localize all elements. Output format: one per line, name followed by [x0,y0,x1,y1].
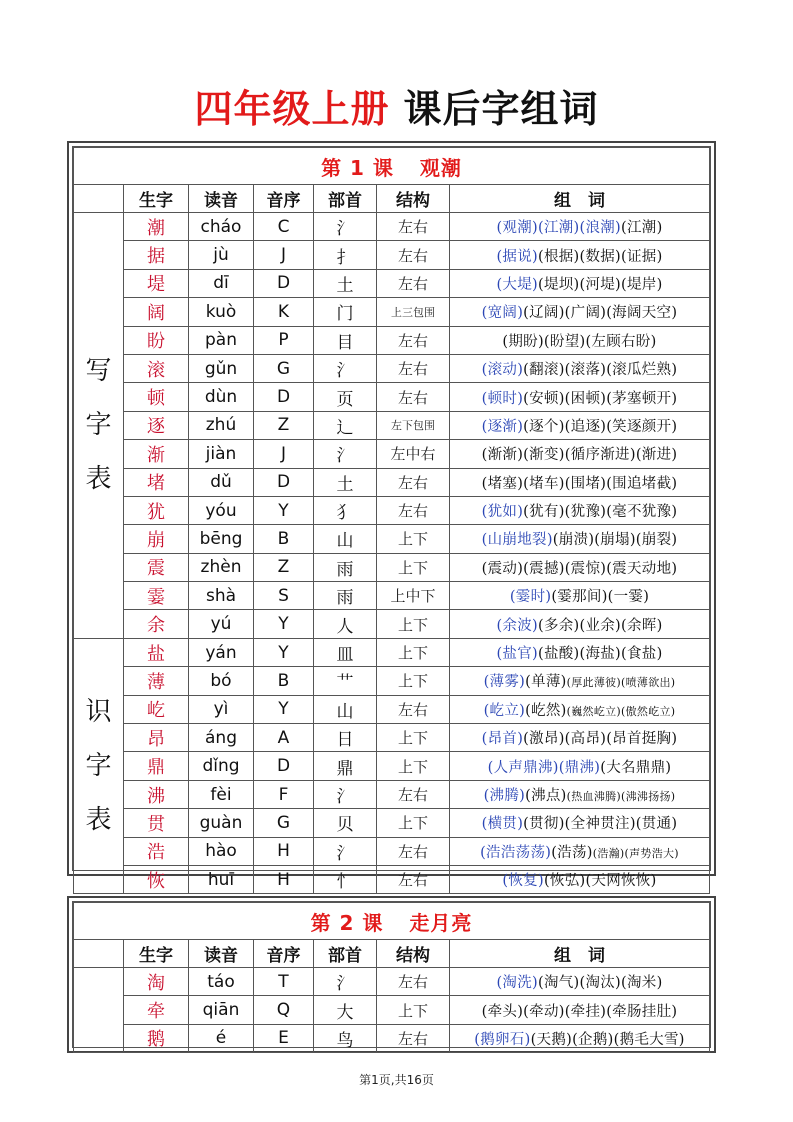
radical-cell: 氵 [314,968,377,996]
pinyin-cell: kuò [189,298,254,326]
word-group: (贯彻)(全神贯注)(贯通) [523,816,678,833]
words-cell [450,553,710,581]
word-group: (宽阔) [481,305,524,322]
structure-cell: 左右 [377,468,450,496]
word-group: (辽阔)(广阔)(海阔天空) [523,305,678,322]
words-cell [450,809,710,837]
table-row [74,241,710,269]
pinyin-cell: é [189,1024,254,1052]
word-group: (淘洗) [496,975,538,992]
char-cell: 盐 [124,638,189,666]
initial-letter-cell: J [254,241,314,269]
initial-letter-cell: G [254,809,314,837]
table-row [74,496,710,524]
structure-cell: 左右 [377,837,450,865]
table-row [74,837,710,865]
table-row [74,354,710,382]
pinyin-cell: huī [189,865,254,893]
column-header-3: 部首 [314,185,377,213]
words-cell [450,968,710,996]
pinyin-cell: zhú [189,411,254,439]
word-group: (观潮)(江潮)(浪潮) [496,220,622,237]
structure-cell: 上三包围 [377,298,450,326]
pinyin-cell: yú [189,610,254,638]
column-header-3: 部首 [314,940,377,968]
column-header-2: 音序 [254,940,314,968]
header-blank [74,185,124,213]
lesson-1-column-headers [74,185,710,213]
word-group: (江潮) [621,220,663,237]
page-footer: 第1页,共16页 [359,1073,434,1087]
pinyin-cell: shà [189,582,254,610]
initial-letter-cell: Y [254,695,314,723]
word-group: (热血沸腾)(沸沸扬扬) [566,790,676,803]
structure-cell: 左右 [377,241,450,269]
word-group: (淘气)(淘汰)(淘米) [537,975,663,992]
char-cell: 昂 [124,724,189,752]
structure-cell: 左右 [377,968,450,996]
char-cell: 贯 [124,809,189,837]
structure-cell: 上下 [377,724,450,752]
lesson-2-title-row [74,903,710,940]
word-group: (堵塞)(堵车)(围堵)(围追堵截) [481,475,678,492]
word-group: (翻滚)(滚落)(滚瓜烂熟) [523,362,678,379]
radical-cell: 氵 [314,440,377,468]
initial-letter-cell: Z [254,411,314,439]
table-row [74,724,710,752]
structure-cell: 上中下 [377,582,450,610]
word-group: (巍然屹立)(傲然屹立) [566,704,676,718]
pinyin-cell: hào [189,837,254,865]
words-cell [450,724,710,752]
word-group: (昂首) [481,731,524,748]
word-group: (屹然) [525,702,567,719]
word-group: (盐官) [496,646,538,663]
word-group: (人声鼎沸)(鼎沸) [487,759,601,776]
word-group: (屹立) [483,702,526,719]
initial-letter-cell: C [254,213,314,241]
word-group: (犹有)(犹豫)(毫不犹豫) [523,504,678,521]
lesson-2-name: 走月亮 [409,910,473,935]
table-row [74,213,710,241]
char-cell: 沸 [124,780,189,808]
char-cell: 滚 [124,354,189,382]
pinyin-cell: gǔn [189,354,254,382]
initial-letter-cell: Y [254,610,314,638]
word-group: (浩荡) [551,844,593,861]
structure-cell: 上下 [377,752,450,780]
pinyin-cell: jù [189,241,254,269]
section-label-1: 识字表 [74,638,124,894]
pinyin-cell: cháo [189,213,254,241]
char-cell: 鹅 [124,1024,189,1052]
char-cell: 堤 [124,269,189,297]
table-row [74,411,710,439]
words-cell [450,269,710,297]
column-header-1: 读音 [189,185,254,213]
word-group: (犹如) [481,504,524,521]
column-header-5: 组 词 [450,940,710,968]
table-row [74,968,710,996]
section-label-0: 写字表 [74,213,124,639]
lesson-2-column-headers [74,940,710,968]
word-group: (逐渐) [481,418,524,435]
pinyin-cell: dī [189,269,254,297]
column-header-2: 音序 [254,185,314,213]
radical-cell: 雨 [314,582,377,610]
column-header-4: 结构 [377,940,450,968]
structure-cell: 左右 [377,354,450,382]
pinyin-cell: fèi [189,780,254,808]
words-cell [450,354,710,382]
word-group: (渐渐)(渐变)(循序渐进)(渐进) [481,447,678,464]
words-cell [450,752,710,780]
page-title-subject: 课后字组词 [403,87,599,131]
words-cell [450,241,710,269]
words-cell [450,440,710,468]
word-group: (多余)(业余)(余晖) [537,617,663,634]
initial-letter-cell: B [254,667,314,695]
pinyin-cell: yóu [189,496,254,524]
initial-letter-cell: K [254,298,314,326]
structure-cell: 左中右 [377,440,450,468]
lesson-1-title-row [74,148,710,185]
char-cell: 盼 [124,326,189,354]
char-cell: 潮 [124,213,189,241]
table-row [74,638,710,666]
word-group: (据说) [496,248,538,265]
radical-cell: 皿 [314,638,377,666]
word-group: (单薄) [525,674,567,691]
initial-letter-cell: S [254,582,314,610]
char-cell: 震 [124,553,189,581]
char-cell: 浩 [124,837,189,865]
initial-letter-cell: Y [254,496,314,524]
radical-cell: 山 [314,525,377,553]
radical-cell: 氵 [314,780,377,808]
table-row [74,996,710,1024]
structure-cell: 左右 [377,269,450,297]
radical-cell: 氵 [314,354,377,382]
radical-cell: 日 [314,724,377,752]
char-cell: 余 [124,610,189,638]
structure-cell: 上下 [377,638,450,666]
initial-letter-cell: Y [254,638,314,666]
pinyin-cell: jiàn [189,440,254,468]
table-row [74,809,710,837]
radical-cell: 氵 [314,213,377,241]
word-group: (天鹅)(企鹅)(鹅毛大雪) [530,1031,685,1048]
table-row [74,440,710,468]
page-title-grade: 四年级上册 [194,87,390,131]
words-cell [450,298,710,326]
table-row [74,553,710,581]
words-cell [450,996,710,1024]
table-row [74,780,710,808]
table-row [74,865,710,893]
word-group: (大名鼎鼎) [600,759,672,776]
initial-letter-cell: H [254,865,314,893]
structure-cell: 左右 [377,865,450,893]
char-cell: 渐 [124,440,189,468]
table-row [74,582,710,610]
pinyin-cell: bó [189,667,254,695]
lesson-1-grid [73,147,710,894]
lesson-2-table [67,896,716,1053]
word-group: (激昂)(高昂)(昂首挺胸) [523,731,678,748]
word-group: (根据)(数据)(证据) [537,248,663,265]
radical-cell: 雨 [314,553,377,581]
radical-cell: 人 [314,610,377,638]
words-cell [450,780,710,808]
lesson-2-grid [73,902,710,1053]
initial-letter-cell: J [254,440,314,468]
words-cell [450,667,710,695]
char-cell: 顿 [124,383,189,411]
radical-cell: 贝 [314,809,377,837]
word-group: (震动)(震撼)(震惊)(震天动地) [481,560,678,577]
lesson-2-number: 第 2 课 [310,910,384,935]
lesson-2-title [74,903,710,940]
pinyin-cell: dùn [189,383,254,411]
words-cell [450,582,710,610]
structure-cell: 左右 [377,496,450,524]
initial-letter-cell: P [254,326,314,354]
table-row [74,269,710,297]
word-group: (大堤) [496,276,538,293]
table-row [74,468,710,496]
lesson-1-title [74,148,710,185]
char-cell: 薄 [124,667,189,695]
radical-cell: 鼎 [314,752,377,780]
word-group: (滚动) [481,362,524,379]
pinyin-cell: áng [189,724,254,752]
word-group: (沸点) [525,788,567,804]
initial-letter-cell: B [254,525,314,553]
word-group: (山崩地裂) [481,532,553,549]
initial-letter-cell: Z [254,553,314,581]
pinyin-cell: táo [189,968,254,996]
radical-cell: 山 [314,695,377,723]
words-cell [450,496,710,524]
initial-letter-cell: D [254,468,314,496]
char-cell: 淘 [124,968,189,996]
radical-cell: 土 [314,468,377,496]
word-group: (安顿)(困顿)(茅塞顿开) [523,390,678,407]
word-group: (霎那间)(一霎) [551,589,650,606]
structure-cell: 上下 [377,525,450,553]
initial-letter-cell: A [254,724,314,752]
radical-cell: 犭 [314,496,377,524]
words-cell [450,837,710,865]
word-group: (恢复) [502,873,544,890]
char-cell: 鼎 [124,752,189,780]
header-blank [74,940,124,968]
pinyin-cell: yì [189,695,254,723]
table-row [74,667,710,695]
lesson-1-number: 第 1 课 [321,155,394,180]
initial-letter-cell: H [254,837,314,865]
initial-letter-cell: G [254,354,314,382]
column-header-4: 结构 [377,185,450,213]
pinyin-cell: pàn [189,326,254,354]
initial-letter-cell: F [254,780,314,808]
char-cell: 恢 [124,865,189,893]
column-header-0: 生字 [124,940,189,968]
radical-cell: 门 [314,298,377,326]
words-cell [450,638,710,666]
word-group: (余波) [496,617,538,634]
structure-cell: 上下 [377,610,450,638]
char-cell: 犹 [124,496,189,524]
structure-cell: 左下包围 [377,411,450,439]
word-group: (沸腾) [483,788,526,804]
word-group: (盐酸)(海盐)(食盐) [537,646,663,663]
char-cell: 逐 [124,411,189,439]
radical-cell: 目 [314,326,377,354]
words-cell [450,383,710,411]
page-title [0,78,793,133]
radical-cell: 氵 [314,837,377,865]
initial-letter-cell: D [254,269,314,297]
table-row [74,610,710,638]
lesson-1-name: 观潮 [419,155,462,180]
word-group: (薄雾) [483,674,526,691]
words-cell [450,865,710,893]
char-cell: 据 [124,241,189,269]
words-cell [450,213,710,241]
word-group: (浩浩荡荡) [480,844,552,861]
word-group: (鹅卵石) [474,1031,531,1048]
structure-cell: 左右 [377,326,450,354]
structure-cell: 上下 [377,667,450,695]
column-header-5: 组 词 [450,185,710,213]
radical-cell: 鸟 [314,1024,377,1052]
word-group: (浩瀚)(声势浩大) [592,846,679,860]
initial-letter-cell: E [254,1024,314,1052]
word-group: (厚此薄彼)(喷薄欲出) [566,676,676,690]
lesson-1-table [67,141,716,893]
initial-letter-cell: D [254,383,314,411]
words-cell [450,1024,710,1052]
table-row [74,1024,710,1052]
char-cell: 牵 [124,996,189,1024]
pinyin-cell: dǐng [189,752,254,780]
structure-cell: 左右 [377,1024,450,1052]
char-cell: 崩 [124,525,189,553]
char-cell: 阔 [124,298,189,326]
word-group: (牵头)(牵动)(牵挂)(牵肠挂肚) [481,1003,678,1020]
radical-cell: 扌 [314,241,377,269]
pinyin-cell: yán [189,638,254,666]
pinyin-cell: guàn [189,809,254,837]
pinyin-cell: qiān [189,996,254,1024]
word-group: (恢弘)(天网恢恢) [543,873,657,890]
words-cell [450,610,710,638]
pinyin-cell: zhèn [189,553,254,581]
radical-cell: 土 [314,269,377,297]
word-group: (霎时) [509,589,552,606]
pinyin-cell: bēng [189,525,254,553]
structure-cell: 左右 [377,213,450,241]
section-label-blank [74,968,124,1053]
words-cell [450,326,710,354]
pinyin-cell: dǔ [189,468,254,496]
structure-cell: 上下 [377,809,450,837]
initial-letter-cell: T [254,968,314,996]
initial-letter-cell: D [254,752,314,780]
word-group: (期盼)(盼望)(左顾右盼) [502,333,657,350]
structure-cell: 上下 [377,996,450,1024]
word-group: (横贯) [481,816,524,833]
radical-cell: 忄 [314,865,377,893]
char-cell: 堵 [124,468,189,496]
word-group: (顿时) [481,390,524,407]
radical-cell: 页 [314,383,377,411]
structure-cell: 上下 [377,553,450,581]
word-group: (逐个)(追逐)(笑逐颜开) [523,418,678,435]
radical-cell: 艹 [314,667,377,695]
word-group: (堤坝)(河堤)(堤岸) [537,276,663,293]
initial-letter-cell: Q [254,996,314,1024]
words-cell [450,695,710,723]
char-cell: 霎 [124,582,189,610]
table-row [74,752,710,780]
table-row [74,326,710,354]
column-header-1: 读音 [189,940,254,968]
char-cell: 屹 [124,695,189,723]
column-header-0: 生字 [124,185,189,213]
radical-cell: 大 [314,996,377,1024]
table-row [74,298,710,326]
structure-cell: 左右 [377,383,450,411]
structure-cell: 左右 [377,780,450,808]
table-row [74,383,710,411]
structure-cell: 左右 [377,695,450,723]
radical-cell: 辶 [314,411,377,439]
word-group: (崩溃)(崩塌)(崩裂) [552,532,678,549]
table-row [74,695,710,723]
words-cell [450,525,710,553]
words-cell [450,468,710,496]
words-cell [450,411,710,439]
table-row [74,525,710,553]
